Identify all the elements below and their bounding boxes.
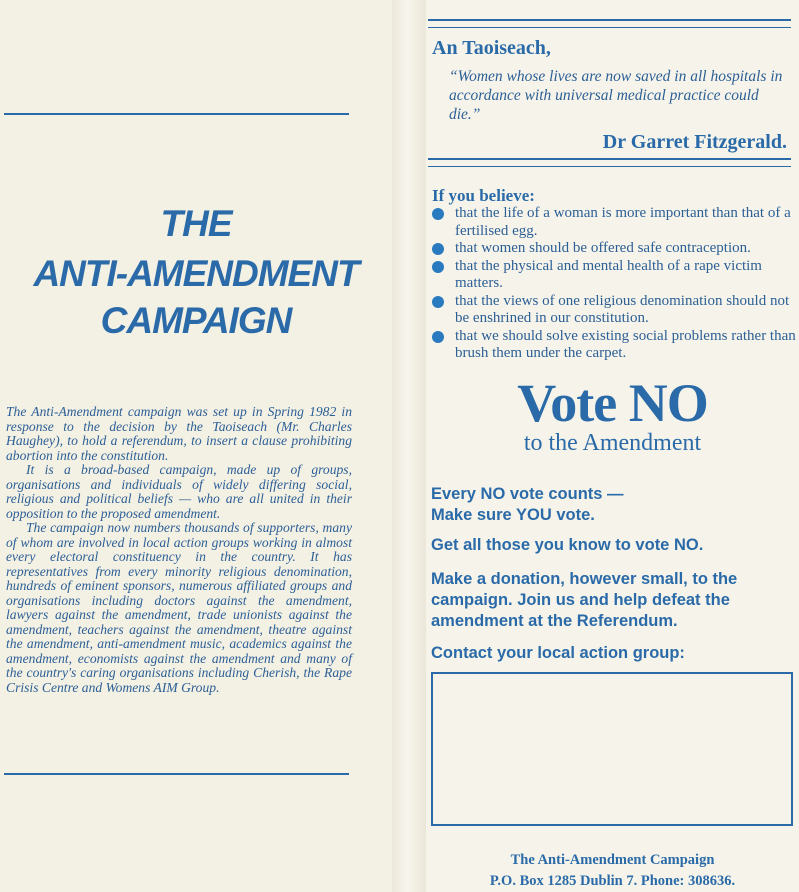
page-fold	[392, 0, 426, 892]
intro-paragraph-1: The Anti-Amendment campaign was set up in Spring 1982 in response to the decision by the Taoiseach (Mr. Charles Haughey), to hold a referendum, to insert a clause prohibiting abortion into the constitution.	[6, 404, 352, 463]
cta-every-vote	[431, 484, 799, 526]
contact-heading: Contact your local action group:	[431, 644, 685, 662]
quote: “Women whose lives are now saved in all hospitals in accordance with universal medical practice could die.”	[449, 68, 783, 123]
vote-no-heading: Vote NO	[517, 373, 708, 433]
footer-address: P.O. Box 1285 Dublin 7. Phone: 308636.	[489, 873, 736, 889]
list-item: that women should be offered safe contraception.	[432, 240, 797, 258]
top-rule	[4, 113, 349, 115]
bullet-icon	[432, 261, 444, 273]
title-line-3: CAMPAIGN	[100, 300, 292, 341]
contact-box	[431, 672, 793, 826]
cta-get-all: Get all those you know to vote NO.	[431, 536, 704, 554]
footer-name: The Anti-Amendment Campaign	[510, 852, 715, 868]
cta-line-make-sure: Make sure YOU vote.	[431, 506, 595, 524]
list-item: that we should solve existing social problems rather than brush them under the carpet.	[432, 328, 797, 363]
bullet-icon	[432, 331, 444, 343]
believe-heading: If you believe:	[432, 186, 535, 205]
intro-text	[6, 405, 352, 695]
double-rule-bottom	[428, 158, 791, 167]
addressee: An Taoiseach,	[432, 37, 551, 59]
double-rule-top	[428, 19, 791, 28]
bullet-icon	[432, 243, 444, 255]
cta-line-counts: Every NO vote counts —	[431, 485, 624, 503]
bullet-icon	[432, 208, 444, 220]
title-line-2: ANTI-AMENDMENT	[33, 253, 359, 294]
bottom-rule	[4, 773, 349, 775]
bullet-icon	[432, 296, 444, 308]
list-item: that the physical and mental health of a rape victim matters.	[432, 258, 797, 293]
vote-no-subheading: to the Amendment	[523, 430, 702, 456]
list-item: that the views of one religious denomination should not be enshrined in our constitution.	[432, 293, 797, 328]
title-line-1: THE	[160, 203, 232, 244]
signatory: Dr Garret Fitzgerald.	[602, 131, 787, 153]
intro-paragraph-2: It is a broad-based campaign, made up of groups, organisations and individuals of widely differing social, religious and political beliefs — who are all united in their opposition to the proposed amendment.	[6, 462, 352, 521]
intro-paragraph-3: The campaign now numbers thousands of supporters, many of whom are involved in local action groups working in almost every electoral constituency in the country. It has representatives from every minority religious denomination, hundreds of eminent sponsors, numerous affiliated groups and organisations including doctors against the amendment, lawyers against the amendment, trade unionists against the amendment, teachers against the amendment, theatre against the amendment, anti-amendment music, academics against the amendment, economists against the amendment and many of the country's caring organisations including Cherish, the Rape Crisis Centre and Womens AIM Group.	[6, 520, 352, 695]
beliefs-list	[432, 205, 797, 363]
cta-donation: Make a donation, however small, to the campaign. Join us and help defeat the amendment at the Referendum.	[431, 570, 738, 630]
list-item: that the life of a woman is more important than that of a fertilised egg.	[432, 205, 797, 240]
